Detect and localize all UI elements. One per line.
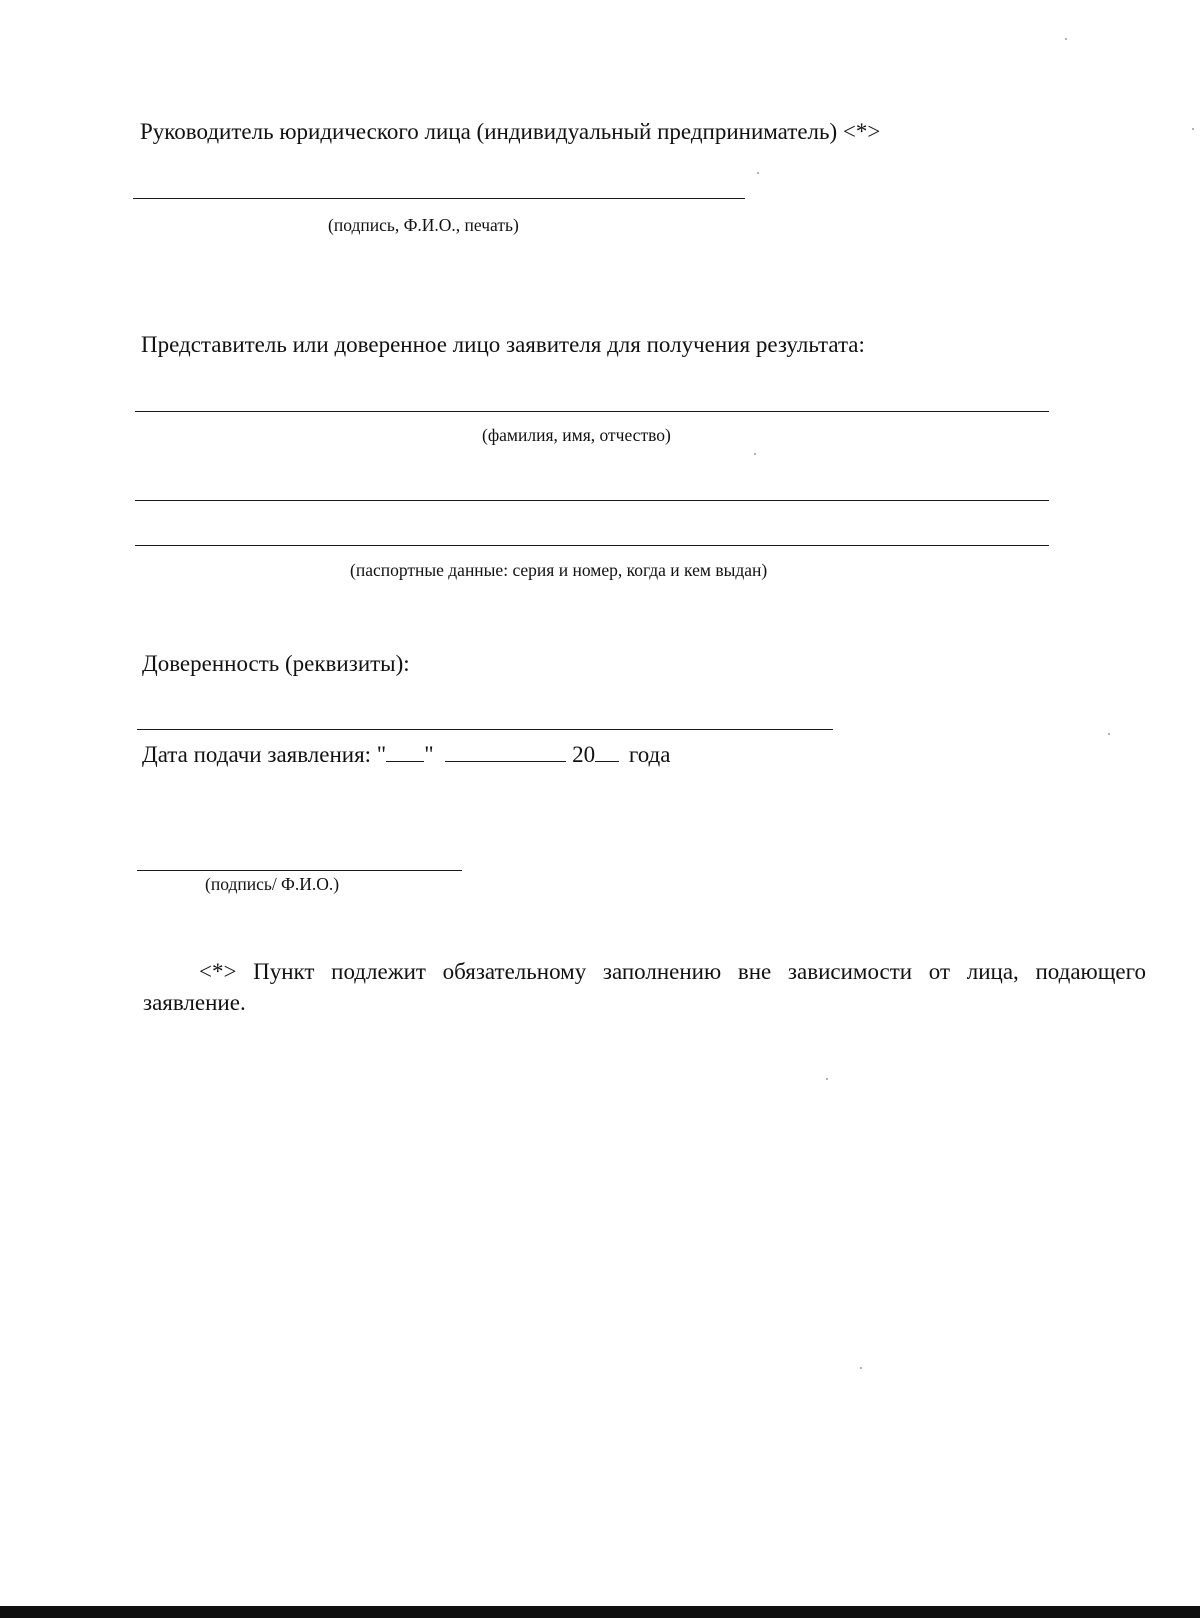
name-line[interactable] (135, 411, 1049, 412)
passport-line-1[interactable] (135, 500, 1049, 501)
scan-speck (860, 1367, 862, 1369)
scan-speck (757, 172, 759, 174)
passport-line-2[interactable] (135, 545, 1049, 546)
date-label: Дата подачи заявления: " (142, 742, 387, 767)
head-signature-line[interactable] (133, 198, 745, 199)
scan-edge-bar (0, 1606, 1200, 1618)
date-row (142, 741, 670, 769)
power-of-attorney-label: Доверенность (реквизиты): (142, 651, 410, 676)
date-suffix: года (628, 742, 671, 767)
footnote: <*> Пункт подлежит обязательному заполнению вне зависимости от лица, подающего заявление. (143, 959, 1146, 1015)
scan-speck (826, 1078, 828, 1080)
scan-speck (1108, 733, 1110, 735)
year-blank[interactable] (595, 743, 619, 762)
scan-speck (1065, 38, 1067, 40)
passport-caption: (паспортные данные: серия и номер, когда и кем выдан) (350, 560, 768, 580)
date-century: 20 (572, 742, 596, 767)
scan-speck (1192, 128, 1194, 130)
month-blank[interactable] (445, 743, 566, 762)
name-caption: (фамилия, имя, отчество) (482, 425, 671, 445)
date-quote-close: " (424, 742, 434, 767)
representative-label: Представитель или доверенное лицо заявителя для получения результата: (141, 332, 865, 357)
head-label: Руководитель юридического лица (индивидуальный предприниматель) <*> (140, 119, 881, 144)
power-of-attorney-line[interactable] (137, 729, 833, 730)
signature-caption: (подпись/ Ф.И.О.) (205, 874, 340, 894)
applicant-signature-line[interactable] (137, 870, 462, 871)
head-caption: (подпись, Ф.И.О., печать) (328, 215, 519, 235)
day-blank[interactable] (386, 743, 424, 762)
scan-speck (754, 453, 756, 455)
